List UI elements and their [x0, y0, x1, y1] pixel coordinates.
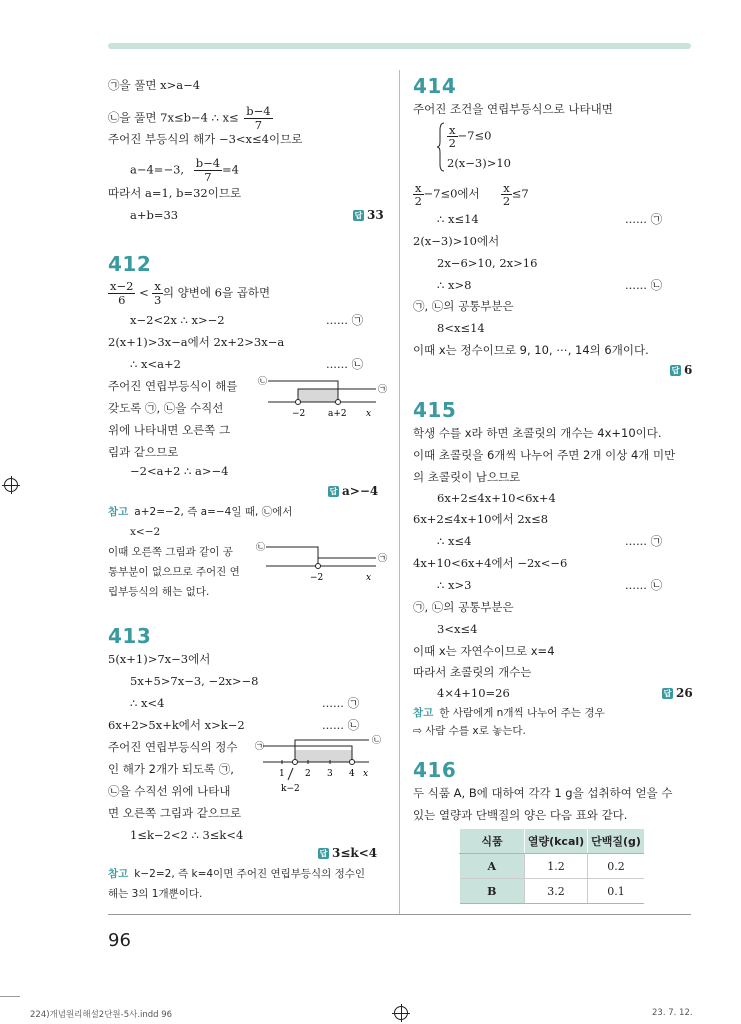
circle-label: ㉠ — [378, 554, 388, 564]
answer-badge: 답 — [671, 366, 680, 375]
answer-value: 3≤k<4 — [332, 846, 378, 860]
text-line: 2(x+1)>3x−a에서 2x+2>3x−a — [108, 335, 285, 349]
column-divider — [399, 70, 400, 915]
system-brace — [437, 122, 445, 172]
open-point — [350, 760, 355, 765]
fraction-denominator: 6 — [118, 293, 126, 307]
text-line: 있는 열량과 단백질의 양은 다음 표와 같다. — [413, 808, 628, 822]
text-line: 2x−6>10, 2x>16 — [437, 256, 538, 270]
fraction — [447, 124, 458, 149]
label-marker: ...... ㉡ — [326, 357, 364, 371]
fraction — [108, 280, 135, 307]
text-line: ∴ x<4 — [130, 696, 165, 710]
text-span: a−4=−3, — [130, 162, 185, 177]
fraction-numerator: x — [154, 279, 161, 293]
fraction-denominator: 2 — [448, 136, 456, 150]
answer-line — [328, 484, 378, 498]
answer-value: 33 — [367, 208, 384, 222]
text-line: 6x+2≤4x+10에서 2x≤8 — [413, 512, 549, 526]
text-line: 2(x−3)>10 — [447, 156, 511, 170]
fraction-denominator: 3 — [153, 293, 162, 307]
text-line: ㉡을 수직선 위에 나타내 — [108, 784, 231, 798]
text-line: 1≤k−2<2 ∴ 3≤k<4 — [130, 828, 244, 842]
text-line: a+b=33 — [130, 208, 179, 222]
text-line: ㉠, ㉡의 공통부분은 — [413, 299, 514, 313]
note-line: 통부분이 없으므로 주어진 연 — [108, 566, 240, 578]
table-cell: 3.2 — [525, 879, 588, 904]
problem-number: 415 — [413, 398, 457, 422]
registration-mark-icon — [394, 1006, 408, 1020]
problem-number: 414 — [413, 74, 457, 98]
answer-value: a>−4 — [342, 484, 379, 498]
answer-line — [318, 846, 377, 860]
text-span: =4 — [222, 162, 239, 177]
open-point — [296, 400, 301, 405]
text-line: 4x+10<6x+4에서 −2x<−6 — [413, 556, 568, 570]
text-line — [108, 105, 273, 132]
answer-line — [662, 686, 693, 700]
tick-label: 1 — [279, 769, 285, 779]
overlap-region — [298, 389, 338, 402]
circle-label: ㉠ — [255, 742, 265, 752]
text-span: −7≤0에서 — [423, 186, 480, 201]
text-span: −7≤0 — [457, 128, 492, 143]
answer-badge: 답 — [329, 487, 338, 496]
table-cell: 0.2 — [588, 854, 645, 879]
text-line: 2(x−3)>10에서 — [413, 234, 500, 248]
text-line: 인 해가 2개가 되도록 ㉠, — [108, 762, 234, 776]
number-line-figure — [255, 732, 385, 794]
text-line: 4×4+10=26 — [437, 686, 510, 700]
note-line — [108, 867, 365, 881]
answer-line — [353, 208, 384, 222]
fraction — [501, 182, 512, 207]
text-line: ㉠을 풀면 x>a−4 — [108, 78, 201, 92]
answer-badge: 답 — [354, 211, 363, 220]
text-line: 5(x+1)>7x−3에서 — [108, 652, 211, 666]
fraction-numerator: x — [449, 123, 456, 137]
text-line: 이때 x는 자연수이므로 x=4 — [413, 644, 555, 658]
answer-badge: 답 — [663, 689, 672, 698]
open-point — [316, 564, 321, 569]
note-key: 참고 — [108, 868, 129, 880]
text-line: 갖도록 ㉠, ㉡을 수직선 — [108, 401, 224, 415]
circle-label: ㉡ — [258, 377, 268, 387]
text-line: 3<x≤4 — [437, 622, 478, 636]
bottom-rule — [108, 914, 691, 915]
tick-label: 4 — [349, 769, 355, 779]
label-marker: ...... ㉠ — [326, 313, 364, 327]
label-marker: ...... ㉠ — [625, 534, 663, 548]
text-span: 의 양변에 6을 곱하면 — [162, 285, 271, 300]
range-b — [266, 547, 318, 566]
fraction-numerator: x — [415, 181, 422, 195]
text-span: < — [139, 285, 149, 300]
text-line: ∴ x<a+2 — [130, 357, 181, 371]
table-cell: 1.2 — [525, 854, 588, 879]
text-line: 주어진 조건을 연립부등식으로 나타내면 — [413, 102, 613, 116]
text-line: −2<a+2 ∴ a>−4 — [130, 464, 229, 478]
problem-number: 416 — [413, 758, 457, 782]
tick-label: 3 — [327, 769, 333, 779]
tick-label: −2 — [310, 573, 324, 583]
text-line — [130, 157, 239, 184]
fraction — [152, 280, 163, 307]
fraction-denominator: 7 — [204, 170, 212, 184]
note-line: ⇨ 사람 수를 x로 놓는다. — [413, 725, 526, 737]
table-cell: B — [460, 879, 525, 904]
axis-label: x — [366, 409, 372, 419]
fraction — [244, 105, 272, 132]
open-point — [336, 400, 341, 405]
label-marker: ...... ㉡ — [625, 278, 663, 292]
text-line: 이때 초콜릿을 6개씩 나누어 주면 2개 이상 4개 미만 — [413, 448, 676, 462]
overlap-region — [295, 750, 352, 762]
table-cell: A — [460, 854, 525, 879]
label-marker: ...... ㉡ — [322, 718, 360, 732]
text-line: ∴ x≤14 — [437, 212, 479, 226]
table-header-row — [460, 829, 645, 854]
fraction — [194, 157, 222, 184]
footer-filename: 224)개념원리해설2단원-5사.indd 96 — [30, 1010, 173, 1020]
top-decoration-bar — [108, 43, 691, 49]
text-line: 의 초콜릿이 남으므로 — [413, 470, 521, 484]
text-line: 주어진 부등식의 해가 −3<x≤4이므로 — [108, 132, 303, 146]
text-line: 6x+2≤4x+10<6x+4 — [437, 491, 556, 505]
axis-label: x — [366, 573, 372, 583]
tick-label: 2 — [305, 769, 311, 779]
label-marker: ...... ㉡ — [625, 578, 663, 592]
note-text: k−2=2, 즉 k=4이면 주어진 연립부등식의 정수인 — [134, 868, 366, 880]
table-cell: 0.1 — [588, 879, 645, 904]
text-line: 두 식품 A, B에 대하여 각각 1 g을 섭취하여 얻을 수 — [413, 786, 673, 800]
text-line: 학생 수를 x라 하면 초콜릿의 개수는 4x+10이다. — [413, 426, 662, 440]
tick-label: −2 — [292, 409, 306, 419]
text-line: 면 오른쪽 그림과 같으므로 — [108, 806, 242, 820]
page-number: 96 — [108, 930, 131, 951]
text-line: 8<x≤14 — [437, 321, 485, 335]
note-key: 참고 — [108, 506, 129, 518]
pointer-arrow — [288, 768, 293, 780]
text-line: ㉠, ㉡의 공통부분은 — [413, 600, 514, 614]
circle-label: ㉡ — [256, 543, 266, 553]
text-line — [108, 280, 270, 307]
problem-number: 413 — [108, 624, 152, 648]
fraction-denominator: 2 — [414, 194, 422, 208]
text-line: 주어진 연립부등식의 정수 — [108, 740, 238, 754]
footer-date: 23. 7. 12. — [652, 1008, 693, 1018]
fraction-numerator: b−4 — [246, 104, 271, 118]
circle-label: ㉡ — [372, 736, 382, 746]
text-line: 이때 x는 정수이므로 9, 10, ⋯, 14의 6개이다. — [413, 343, 649, 357]
number-line-figure — [256, 540, 386, 586]
tick-label: a+2 — [328, 409, 347, 419]
note-line: 립부등식의 해는 없다. — [108, 586, 210, 598]
answer-badge: 답 — [319, 849, 328, 858]
text-line: ∴ x>3 — [437, 578, 472, 592]
answer-value: 6 — [684, 363, 693, 377]
number-line-figure — [258, 374, 388, 424]
text-line: ∴ x≤4 — [437, 534, 472, 548]
label-marker: ...... ㉠ — [625, 212, 663, 226]
table-header: 열량(kcal) — [525, 829, 588, 854]
note-line: 이때 오른쪽 그림과 같이 공 — [108, 546, 233, 558]
text-line: 림과 같으므로 — [108, 445, 179, 459]
table-header: 단백질(g) — [588, 829, 645, 854]
nutrition-table — [459, 829, 644, 904]
fraction-numerator: b−4 — [195, 156, 221, 170]
label-marker: ...... ㉠ — [322, 696, 360, 710]
crop-mark — [0, 996, 20, 997]
text-span: ㉡을 풀면 7x≤b−4 ∴ x≤ — [108, 110, 239, 125]
open-point — [293, 760, 298, 765]
text-span: ≤7 — [511, 186, 529, 201]
text-line: 따라서 초콜릿의 개수는 — [413, 665, 532, 679]
fraction — [413, 182, 424, 207]
pointer-label: k−2 — [281, 784, 300, 794]
fraction-denominator: 2 — [502, 194, 511, 208]
answer-value: 26 — [676, 686, 693, 700]
table-row — [460, 854, 645, 879]
text-line: 주어진 연립부등식이 해를 — [108, 379, 238, 393]
table-header: 식품 — [460, 829, 525, 854]
registration-mark-icon — [4, 478, 18, 492]
text-line: 따라서 a=1, b=32이므로 — [108, 186, 242, 200]
answer-line — [670, 363, 692, 377]
note-text: 한 사람에게 n개씩 나누어 주는 경우 — [439, 707, 605, 719]
table-row — [460, 879, 645, 904]
note-line: x<−2 — [130, 526, 161, 538]
text-line: ∴ x>8 — [437, 278, 472, 292]
problem-number: 412 — [108, 252, 152, 276]
text-line: 6x+2>5x+k에서 x>k−2 — [108, 718, 245, 732]
fraction-numerator: x — [503, 181, 510, 195]
text-line: x−2<2x ∴ x>−2 — [130, 313, 225, 327]
text-line: 위에 나타내면 오른쪽 그 — [108, 423, 231, 437]
range-a — [318, 558, 376, 566]
note-key: 참고 — [413, 707, 434, 719]
fraction-denominator: 7 — [254, 118, 263, 132]
note-text: a+2=−2, 즉 a=−4일 때, ㉡에서 — [134, 506, 293, 518]
text-line — [447, 124, 491, 149]
note-line: 해는 3의 1개뿐이다. — [108, 888, 203, 900]
text-line — [413, 182, 529, 207]
circle-label: ㉠ — [378, 385, 388, 395]
text-line: 5x+5>7x−3, −2x>−8 — [130, 674, 259, 688]
note-line — [413, 706, 605, 720]
fraction-numerator: x−2 — [110, 279, 134, 293]
note-line — [108, 505, 292, 519]
axis-label: x — [363, 769, 369, 779]
